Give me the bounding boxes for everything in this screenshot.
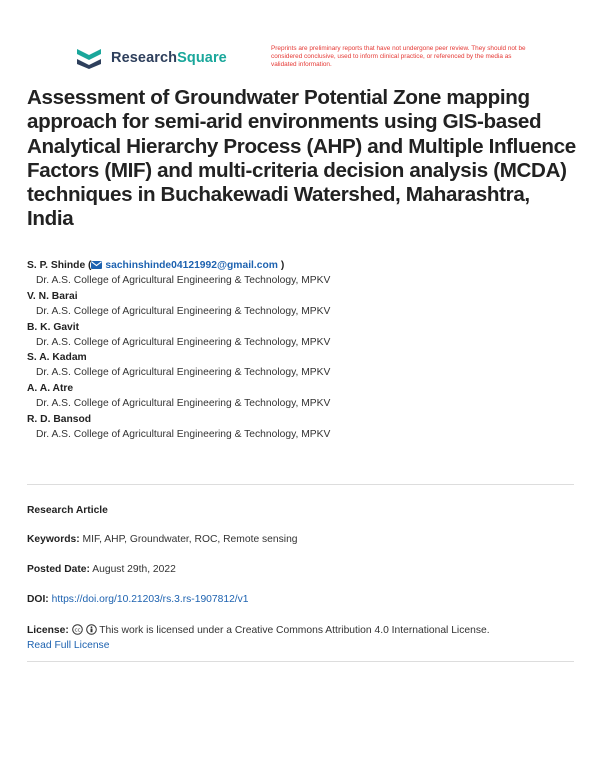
author-name: S. A. Kadam (27, 352, 87, 364)
research-square-logo-icon (74, 47, 104, 69)
author-name: B. K. Gavit (27, 321, 80, 333)
license-label: License: (27, 625, 69, 636)
keywords-label: Keywords: (27, 534, 80, 545)
mail-icon (91, 261, 102, 269)
author-affiliation: Dr. A.S. College of Agricultural Engineering & Technology, MPKV (36, 275, 331, 286)
author-name: R. D. Bansod (27, 413, 92, 425)
posted-date-value: August 29th, 2022 (92, 564, 176, 575)
author-email-link[interactable]: sachinshinde04121992@gmail.com (91, 260, 277, 271)
research-square-logo[interactable] (74, 47, 227, 69)
doi-row (27, 594, 249, 605)
section-divider (27, 661, 574, 662)
author-affiliation: Dr. A.S. College of Agricultural Engineering & Technology, MPKV (36, 336, 331, 348)
author-name: S. P. Shinde ( sachinshinde04121992@gmail.com ) (27, 260, 285, 271)
paper-title: Assessment of Groundwater Potential Zone mapping approach for semi-arid environments using GIS-based Analytical Hierarchy Process (AHP) and Multiple Influence Factors (MIF) and multi-criteria decision analysis (MCDA) techniques in Buchakewadi Watershed, Maharashtra, India (27, 86, 576, 231)
doi-link[interactable]: https://doi.org/10.21203/rs.3.rs-1907812/v1 (51, 594, 249, 605)
author-name: V. N. Barai (27, 290, 78, 302)
creative-commons-icon (72, 624, 83, 635)
article-type: Research Article (27, 505, 108, 516)
posted-date-label: Posted Date: (27, 564, 90, 575)
keywords-value: MIF, AHP, Groundwater, ROC, Remote sensing (82, 534, 298, 545)
posted-date-row (27, 564, 176, 575)
read-full-license-link[interactable]: Read Full License (27, 640, 110, 651)
license-text: This work is licensed under a Creative Commons Attribution 4.0 International License. (99, 625, 490, 636)
preprint-disclaimer: Preprints are preliminary reports that have not undergone peer review. They should not be considered conclusive, used to inform clinical practice, or referenced by the media as validated information. (271, 45, 526, 68)
license-row (27, 624, 490, 636)
section-divider (27, 484, 574, 485)
author-affiliation: Dr. A.S. College of Agricultural Engineering & Technology, MPKV (36, 367, 331, 379)
attribution-icon (86, 624, 97, 635)
author-name: A. A. Atre (27, 383, 74, 395)
author-affiliation: Dr. A.S. College of Agricultural Engineering & Technology, MPKV (36, 398, 331, 410)
svg-text:cc: cc (74, 627, 81, 634)
author-affiliation: Dr. A.S. College of Agricultural Engineering & Technology, MPKV (36, 305, 331, 317)
keywords-row (27, 534, 298, 545)
logo-wordmark: ResearchSquare (111, 50, 227, 66)
author-list (27, 258, 577, 443)
author-affiliation: Dr. A.S. College of Agricultural Engineering & Technology, MPKV (36, 428, 331, 440)
doi-label: DOI: (27, 594, 49, 605)
